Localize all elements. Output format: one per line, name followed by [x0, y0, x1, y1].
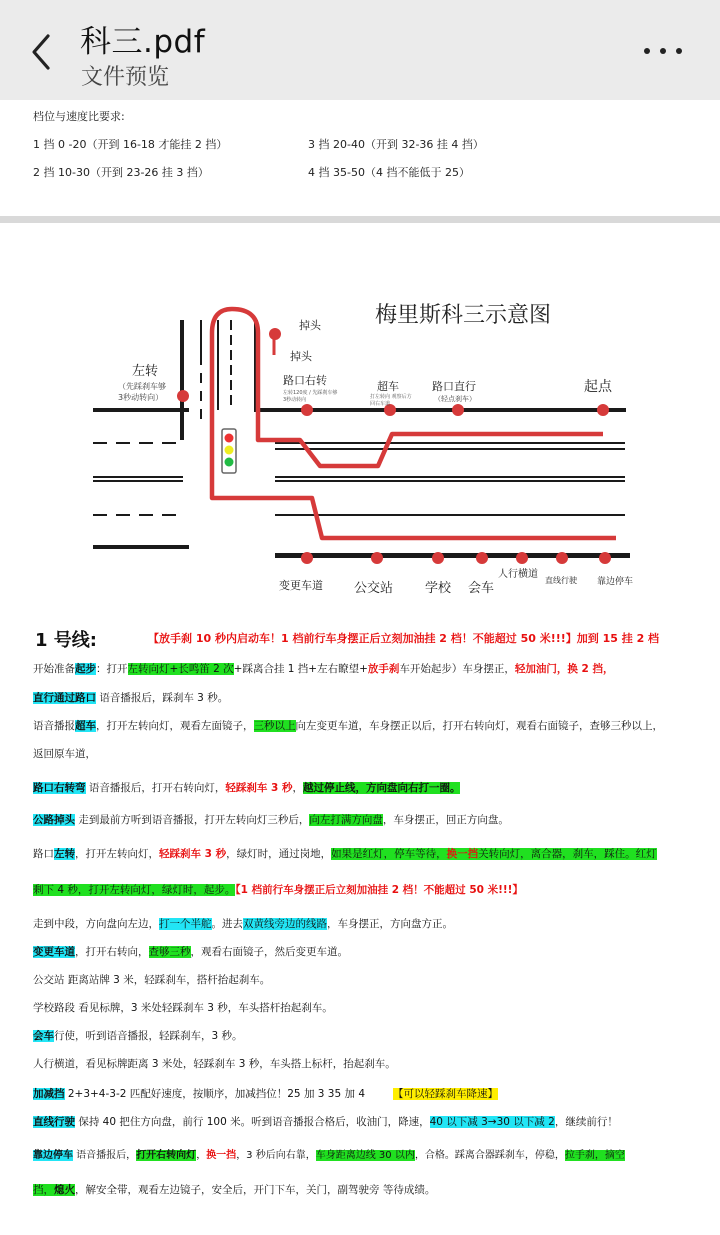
route-line-17: 靠边停车 语音播报后，打开右转向灯，换一挡，3 秒后向右靠，车身距离边线 30 以内，合格。踩离合器踩刹车，停稳，拉手刹，摘空 [33, 1150, 625, 1161]
label-straight-note: （轻点刹车） [434, 395, 476, 403]
label-overtake-note1: 打左转向 观察后方 [370, 394, 412, 400]
route-line-8: 剩下 4 秒，打开左转向灯，绿灯时，起步。【1 档前行车身摆正后立刻加油挂 2 档！不能超过 50 米!!!】 [33, 884, 523, 896]
route-line-7: 路口左转，打开左转向灯，轻踩刹车 3 秒，绿灯时，通过岗地，如果是红灯，停车等待，换一挡关转向灯，离合器，刹车，踩住。红灯 [33, 848, 657, 860]
gear-line-4: 4 挡 35-50（4 挡不能低于 25） [308, 166, 470, 179]
route-title-note: 【放手刹 10 秒内启动车！1 档前行车身摆正后立刻加油挂 2 档！不能超过 50 米!!!】加到 15 挂 2 档 [148, 632, 660, 645]
gear-line-3: 3 挡 20-40（开到 32-36 挂 4 挡） [308, 138, 484, 151]
route-line-5: 路口右转弯 语音播报后，打开右转向灯，轻踩刹车 3 秒，越过停止线，方向盘向右打一圈。 [33, 782, 461, 794]
route-diagram [0, 223, 720, 613]
label-overtake-note2: 回右车道 [370, 401, 391, 407]
route-line-4: 返回原车道， [33, 748, 96, 760]
label-start: 起点 [584, 379, 612, 395]
back-button[interactable] [26, 32, 60, 72]
app-header [0, 0, 720, 100]
label-left-turn-note2: 3秒动转向） [118, 393, 164, 402]
label-road-right-note1: 左转120度 / 先踩刹车够 [283, 390, 338, 396]
route-line-16: 直线行驶 保持 40 把住方向盘，前行 100 米。听到语音播报合格后，收油门，降速，40 以下减 3→30 以下减 2，继续前行！ [33, 1116, 618, 1128]
label-uturn-2: 掉头 [290, 350, 312, 363]
route-line-1: 开始准备起步：打开左转向灯+长鸣笛 2 次+踩离合挂 1 挡+左右瞭望+放手刹车开始起步）车身摆正，轻加油门，换 2 挡， [33, 663, 614, 675]
label-uturn-1: 掉头 [299, 319, 321, 332]
route-line-3: 语音播报超车，打开左转向灯，观看左面镜子，三秒以上向左变更车道，车身摆正以后，打开右转向灯，观看右面镜子，查够三秒以上， [33, 720, 663, 732]
route-line-13: 会车行使，听到语音播报，轻踩刹车，3 秒。 [33, 1030, 243, 1042]
route-line-2: 直行通过路口 语音播报后，踩刹车 3 秒。 [33, 692, 229, 704]
route-line-14: 人行横道，看见标牌距离 3 米处，轻踩刹车 3 秒，车头搭上标杆，抬起刹车。 [33, 1058, 396, 1070]
page-divider [0, 216, 720, 223]
label-road-right-note2: 3秒动转向 [283, 397, 307, 403]
route-line-6: 公路掉头 走到最前方听到语音播报，打开左转向灯三秒后，向左打满方向盘，车身摆正，回正方向盘。 [33, 814, 509, 826]
label-overtake: 超车 [377, 380, 399, 393]
route-line-9: 走到中段，方向盘向左边，打一个半舵。进去双黄线旁边的线路，车身摆正，方向盘方正。 [33, 918, 453, 930]
gear-line-1: 1 挡 0 -20（开到 16-18 才能挂 2 挡） [33, 138, 228, 151]
label-pull-over: 靠边停车 [597, 577, 634, 587]
pdf-page-1 [0, 100, 720, 216]
label-lane-change: 变更车道 [279, 579, 323, 592]
route-line-18: 挡，熄火，解安全带，观看左边镜子，安全后，开门下车，关门，副驾驶旁 等待成绩。 [33, 1184, 436, 1196]
route-line-15: 加减挡 2+3+4-3-2 匹配好速度，按顺序，加减挡位！25 加 3 35 加 4 【可以轻踩刹车降速】 [33, 1088, 499, 1100]
route-line-10: 变更车道，打开右转向，查够三秒，观看右面镜子，然后变更车道。 [33, 946, 348, 958]
label-road-right: 路口右转 [283, 374, 327, 387]
label-bus-stop: 公交站 [354, 581, 394, 596]
label-left-turn-note1: （先踩刹车够 [118, 382, 166, 391]
label-straight-drive: 直线行驶 [545, 576, 577, 585]
gear-line-2: 2 挡 10-30（开到 23-26 挂 3 挡） [33, 166, 209, 179]
label-straight: 路口直行 [432, 380, 476, 393]
label-meet: 会车 [468, 581, 495, 596]
diagram-title: 梅里斯科三示意图 [375, 303, 552, 328]
route-title: 1 号线: [35, 630, 97, 651]
route-line-11: 公交站 距离站牌 3 米，轻踩刹车，搭杆抬起刹车。 [33, 974, 271, 986]
chevron-left-icon [26, 32, 60, 72]
label-school: 学校 [425, 581, 452, 596]
file-title: 科三.pdf [80, 24, 206, 60]
label-crosswalk: 人行横道 [498, 569, 538, 580]
more-options-button[interactable] [640, 42, 686, 62]
route-line-12: 学校路段 看见标牌，3 米处轻踩刹车 3 秒，车头搭杆抬起刹车。 [33, 1002, 333, 1014]
gear-heading: 档位与速度比要求: [33, 110, 125, 123]
file-subtitle: 文件预览 [81, 65, 170, 90]
label-left-turn: 左转 [132, 364, 159, 379]
